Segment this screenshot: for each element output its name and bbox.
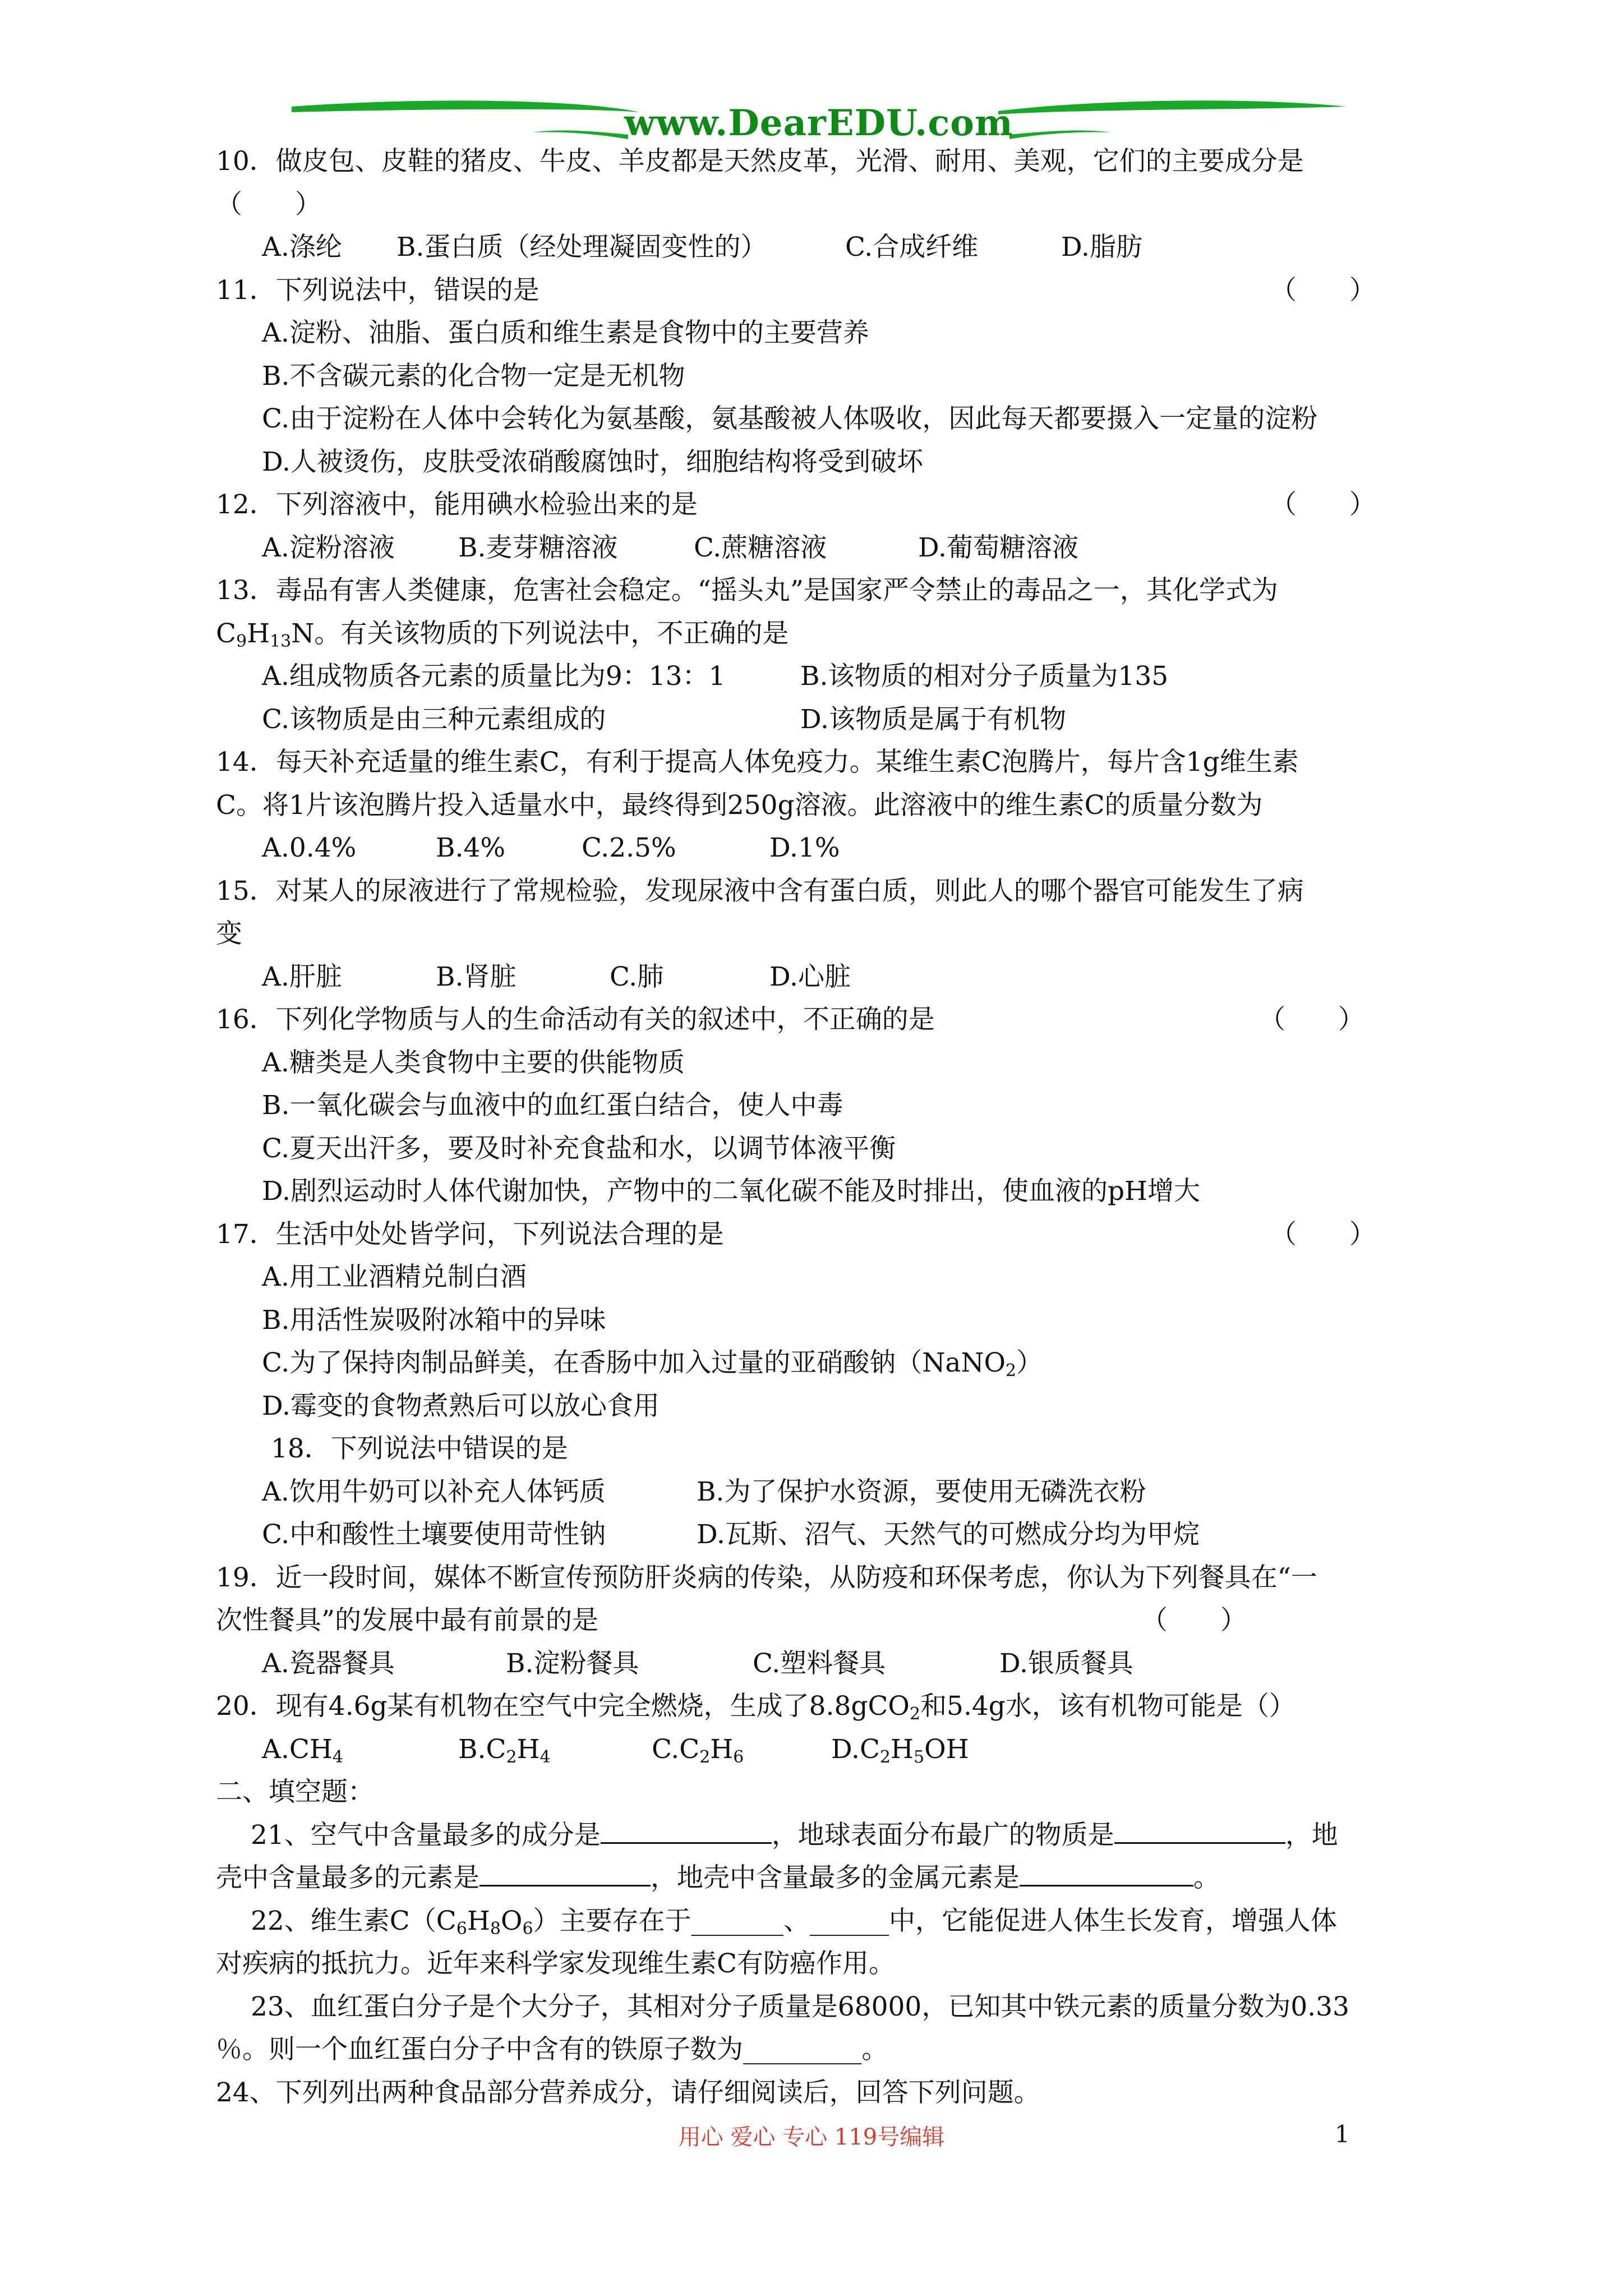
question-list: [216, 140, 1410, 2114]
q15-options: [216, 956, 1410, 999]
q10-option-b: B.蛋白质（经处理凝固变性的）: [396, 232, 767, 263]
q17-option-b: B.用活性炭吸附冰箱中的异味: [262, 1304, 606, 1336]
q14-option-d: D.1%: [769, 832, 840, 863]
q21-blank-4[interactable]: [1020, 1860, 1193, 1887]
q18-options-cd: [216, 1513, 1410, 1557]
q23-line-2: ％。则一个血红蛋白分子中含有的铁原子数为_________。: [216, 2034, 888, 2065]
q21-blank-2[interactable]: [1114, 1818, 1285, 1844]
q18-option-b: B.为了保护水资源，要使用无磷洗衣粉: [697, 1476, 1146, 1507]
q24-stem: 24、下列列出两种食品部分营养成分，请仔细阅读后，回答下列问题。: [216, 2077, 1040, 2108]
q11-stem: 11．下列说法中，错误的是 （ ）: [216, 274, 1376, 306]
q15-option-c: C.肺: [610, 961, 664, 992]
q19-options: [216, 1642, 1410, 1686]
q14-stem-1: 14．每天补充适量的维生素C，有利于提高人体免疫力。某维生素C泡腾片，每片含1g维生素: [216, 747, 1299, 777]
q15-stem-1: 15．对某人的尿液进行了常规检验，发现尿液中含有蛋白质，则此人的哪个器官可能发生了病: [216, 875, 1304, 907]
q18-option-d: D.瓦斯、沼气、天然气的可燃成分均为甲烷: [697, 1519, 1200, 1550]
q10-paren: （ ）: [216, 188, 321, 220]
q14-option-b: B.4%: [436, 832, 506, 863]
q19-option-a: A.瓷器餐具: [262, 1648, 395, 1679]
q10-option-d: D.脂肪: [1061, 232, 1142, 263]
q12-option-a: A.淀粉溶液: [262, 532, 395, 563]
q21-blank-3[interactable]: [479, 1860, 651, 1887]
page-number: 1: [1335, 2120, 1350, 2148]
q12-options: [216, 527, 1410, 570]
q18-stem: 18．下列说法中错误的是: [271, 1433, 568, 1464]
q13-option-a: A.组成物质各元素的质量比为9：13：1: [262, 661, 726, 692]
q10-stem: 10．做皮包、皮鞋的猪皮、牛皮、羊皮都是天然皮革，光滑、耐用、美观，它们的主要成分是: [216, 146, 1304, 177]
q12-stem: 12．下列溶液中，能用碘水检验出来的是 （ ）: [216, 489, 1376, 520]
q18-option-c: C.中和酸性土壤要使用苛性钠: [262, 1519, 606, 1550]
q20-options: [216, 1728, 1410, 1772]
q16-option-d: D.剧烈运动时人体代谢加快，产物中的二氧化碳不能及时排出，使血液的pH增大: [262, 1176, 1201, 1207]
q14-option-c: C.2.5%: [582, 832, 676, 863]
q21-blank-1[interactable]: [601, 1818, 772, 1844]
q16-option-b: B.一氧化碳会与血液中的血红蛋白结合，使人中毒: [262, 1090, 843, 1121]
q15-option-d: D.心脏: [769, 961, 851, 992]
q10-options: [216, 226, 1410, 269]
q14-option-a: A.0.4%: [262, 832, 357, 863]
q11-option-d: D.人被烫伤，皮肤受浓硝酸腐蚀时，细胞结构将受到破坏: [262, 446, 923, 477]
q17-option-d: D.霉变的食物煮熟后可以放心食用: [262, 1390, 660, 1421]
q10-option-a: A.涤纶: [262, 232, 342, 263]
q20-option-d: $D.C_2H_5OH$: [831, 1733, 969, 1767]
q21-line-2: 壳中含量最多的元素是 ，地壳中含量最多的金属元素是 。: [216, 1857, 1410, 1900]
q15-option-a: A.肝脏: [262, 961, 342, 992]
q15-option-b: B.肾脏: [436, 961, 517, 992]
q20-option-a: $A.CH_4$: [262, 1733, 343, 1767]
q20-stem: 20．现有4.6g某有机物在空气中完全燃烧，生成了8.8gCO$_2$和5.4g水，该有机物可能是（）: [216, 1691, 1295, 1724]
q19-stem-1: 19．近一段时间，媒体不断宣传预防肝炎病的传染，从防疫和环保考虑，你认为下列餐具在“一: [216, 1562, 1317, 1593]
q13-options-cd: [216, 698, 1410, 742]
q13-options-ab: [216, 655, 1410, 698]
q12-option-c: C.蔗糖溶液: [694, 532, 827, 563]
q22-line-2: 对疾病的抵抗力。近年来科学家发现维生素C有防癌作用。: [216, 1948, 895, 1979]
q17-option-a: A.用工业酒精兑制白酒: [262, 1262, 527, 1292]
footer-note: 用心 爱心 专心 119号编辑: [678, 2124, 945, 2150]
site-url[interactable]: www.DearEDU.com: [624, 102, 1013, 144]
q19-option-d: D.银质餐具: [999, 1648, 1133, 1679]
q20-option-c: $C.C_2H_6$: [652, 1733, 744, 1767]
q17-stem: 17．生活中处处皆学问，下列说法合理的是 （ ）: [216, 1218, 1376, 1250]
q12-option-b: B.麦芽糖溶液: [458, 532, 618, 563]
q13-option-c: C.该物质是由三种元素组成的: [262, 703, 606, 735]
q11-option-b: B.不含碳元素的化合物一定是无机物: [262, 360, 685, 392]
q10-option-c: C.合成纤维: [845, 232, 979, 263]
q19-stem-2: 次性餐具”的发展中最有前景的是 （ ）: [216, 1605, 1247, 1636]
q19-option-c: C.塑料餐具: [753, 1648, 886, 1679]
q18-options-ab: [216, 1471, 1410, 1514]
q21-line-1: 21、空气中含量最多的成分是 ，地球表面分布最广的物质是 ，地: [216, 1814, 1410, 1857]
q16-option-a: A.糖类是人类食物中主要的供能物质: [262, 1047, 685, 1078]
q12-option-d: D.葡萄糖溶液: [918, 532, 1078, 563]
q19-option-b: B.淀粉餐具: [506, 1648, 639, 1679]
q16-stem: 16．下列化学物质与人的生命活动有关的叙述中，不正确的是 （ ）: [216, 1004, 1364, 1035]
q22-line-1: 22、维生素$C(C_6H_8O_6)$主要存在于_______、______中，它能促进人体生长发育，增强人体: [251, 1905, 1338, 1939]
q20-option-b: $B.C_2H_4$: [458, 1733, 551, 1767]
q23-line-1: 23、血红蛋白分子是个大分子，其相对分子质量是68000，已知其中铁元素的质量分数为0.33: [251, 1991, 1349, 2022]
q14-options: [216, 827, 1410, 870]
q16-option-c: C.夏天出汗多，要及时补充食盐和水，以调节体液平衡: [262, 1133, 896, 1164]
q17-option-c: C.为了保持肉制品鲜美，在香肠中加入过量的亚硝酸钠（NaNO$_2$）: [262, 1347, 1043, 1381]
q15-stem-2: 变: [216, 918, 242, 949]
q11-option-c: C.由于淀粉在人体中会转化为氨基酸，氨基酸被人体吸收，因此每天都要摄入一定量的淀粉: [262, 403, 1318, 434]
q13-stem-2: $C_9H_{13}N$。有关该物质的下列说法中，不正确的是: [216, 618, 789, 651]
q13-option-b: B.该物质的相对分子质量为135: [800, 661, 1169, 692]
section-fill-blank-heading: 二、填空题：: [216, 1777, 374, 1807]
q13-stem-1: 13．毒品有害人类健康，危害社会稳定。“摇头丸”是国家严令禁止的毒品之一，其化学式为: [216, 575, 1278, 606]
q11-option-a: A.淀粉、油脂、蛋白质和维生素是食物中的主要营养: [262, 318, 869, 348]
q13-option-d: D.该物质是属于有机物: [800, 703, 1066, 735]
q14-stem-2: C。将1片该泡腾片投入适量水中，最终得到250g溶液。此溶液中的维生素C的质量分数为: [216, 789, 1263, 821]
q18-option-a: A.饮用牛奶可以补充人体钙质: [262, 1476, 606, 1507]
